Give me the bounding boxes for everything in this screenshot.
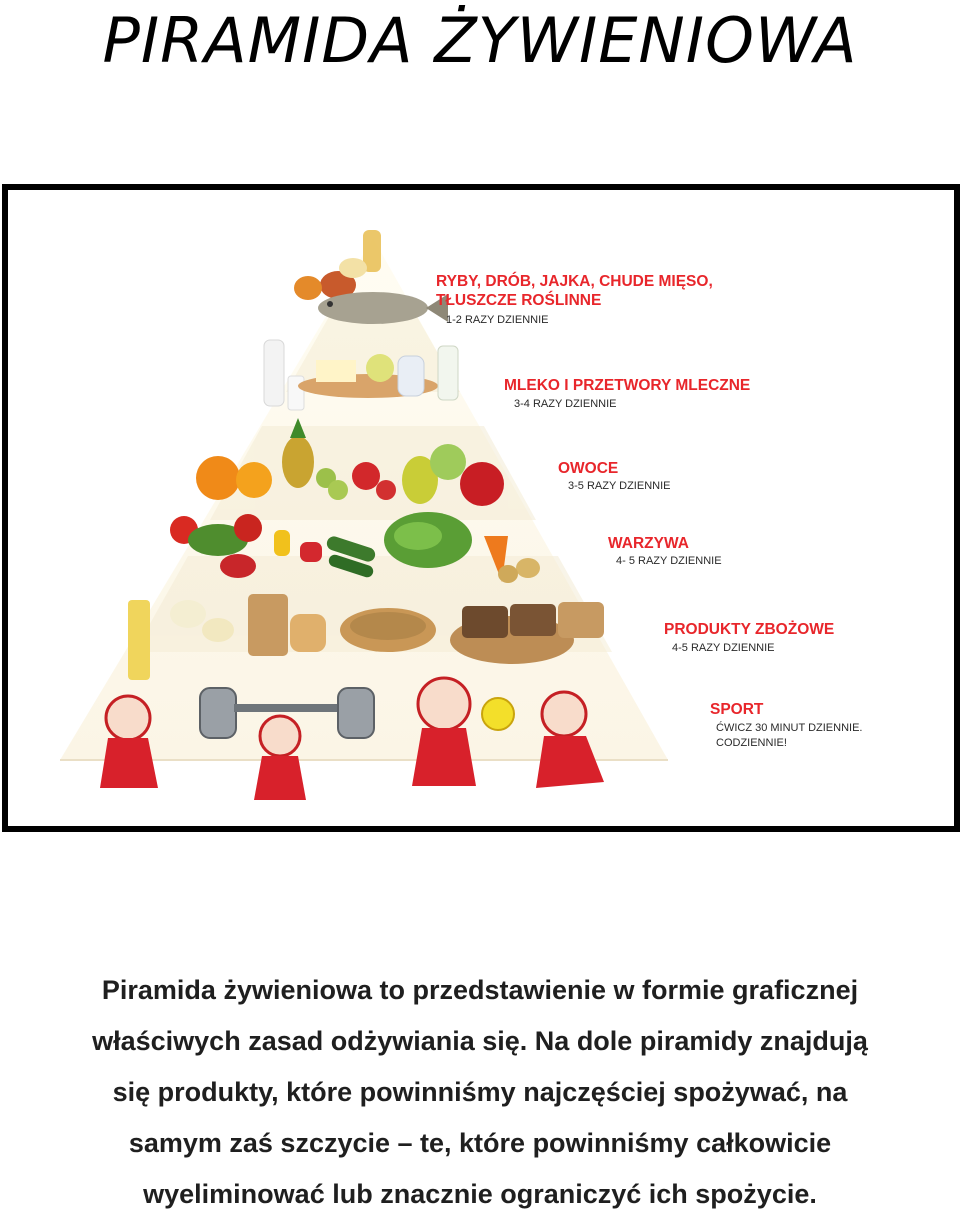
page-title: PIRAMIDA ŻYWIENIOWA [102, 4, 858, 77]
tier-label-fish-meat-name: RYBY, DRÓB, JAJKA, CHUDE MIĘSO, [436, 273, 713, 290]
tier-label-sport-name: SPORT [710, 701, 764, 718]
paragraph-line-3: się produkty, które powinniśmy najczęściej spożywać, na [112, 1077, 848, 1107]
tier-label-vegetables-name: WARZYWA [608, 535, 689, 552]
food-pyramid-image [2, 184, 960, 832]
tier-label-vegetables [608, 535, 722, 567]
description-paragraph [0, 965, 960, 1220]
tier-label-fish-meat [436, 272, 713, 326]
tier-label-sport-frequency: ĆWICZ 30 MINUT DZIENNIE. [716, 722, 863, 734]
tier-label-sport-frequency-2: CODZIENNIE! [716, 737, 787, 749]
tier-label-fruit-name: OWOCE [558, 460, 619, 477]
tier-label-grains [664, 621, 834, 654]
tier-label-vegetables-frequency: 4- 5 RAZY DZIENNIE [616, 555, 722, 567]
tier-label-grains-name: PRODUKTY ZBOŻOWE [664, 621, 835, 638]
tier-label-dairy [504, 377, 750, 410]
paragraph-line-5: wyeliminować lub znacznie ograniczyć ich spożycie. [143, 1179, 817, 1209]
food-pyramid-illustration [8, 190, 954, 826]
tier-label-fruit [558, 460, 671, 492]
tier-label-sport [710, 701, 862, 749]
tier-label-fish-meat-frequency: 1-2 RAZY DZIENNIE [446, 314, 549, 326]
paragraph-line-2: właściwych zasad odżywiania się. Na dole piramidy znajdują [92, 1026, 868, 1056]
tier-label-dairy-name: MLEKO I PRZETWORY MLECZNE [504, 377, 751, 394]
tier-label-fruit-frequency: 3-5 RAZY DZIENNIE [568, 480, 671, 492]
tier-label-fish-meat-name-2: TŁUSZCZE ROŚLINNE [436, 292, 602, 309]
tier-label-dairy-frequency: 3-4 RAZY DZIENNIE [514, 398, 617, 410]
paragraph-line-1: Piramida żywieniowa to przedstawienie w formie graficznej [101, 975, 859, 1005]
tier-label-grains-frequency: 4-5 RAZY DZIENNIE [672, 642, 775, 654]
paragraph-line-4: samym zaś szczycie – te, które powinniśmy całkowicie [128, 1128, 832, 1158]
